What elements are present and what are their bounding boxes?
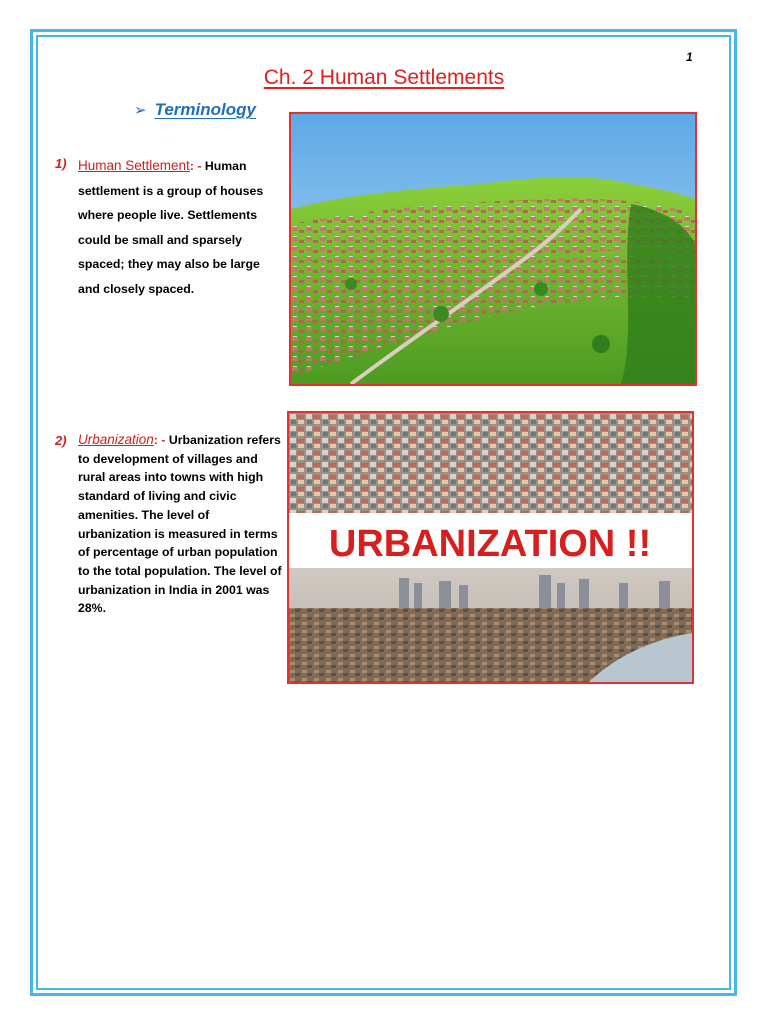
urbanization-banner-text: URBANIZATION !! — [328, 523, 652, 565]
definition-number-1: 1) — [55, 156, 67, 171]
settlement-photo — [289, 112, 697, 386]
page-number: 1 — [686, 50, 693, 64]
definition-term-1: Human Settlement — [78, 158, 190, 173]
section-heading-label: Terminology — [154, 100, 256, 119]
section-heading — [134, 100, 256, 120]
definition-2 — [78, 431, 283, 618]
arrow-bullet-icon: ➢ — [134, 102, 147, 119]
definition-separator-2: : - — [153, 433, 166, 447]
definition-1 — [78, 154, 278, 302]
definition-number-2: 2) — [55, 433, 67, 448]
definition-term-2: Urbanization — [78, 432, 154, 447]
definition-separator-1: : - — [189, 159, 202, 173]
definition-text-1: Human settlement is a group of houses where people live. Settlements could be small and sparsely spaced; they may also be large and closely spaced. — [78, 159, 264, 296]
page-title: Ch. 2 Human Settlements — [263, 66, 505, 89]
urbanization-photo — [287, 411, 694, 684]
definition-text-2: Urbanization refers to development of villages and rural areas into towns with high standard of living and civic amenities. The level of urbanization is measured in terms of percentage of urban population to the total population. The level of urbanization in India in 2001 was 28%. — [78, 433, 282, 616]
